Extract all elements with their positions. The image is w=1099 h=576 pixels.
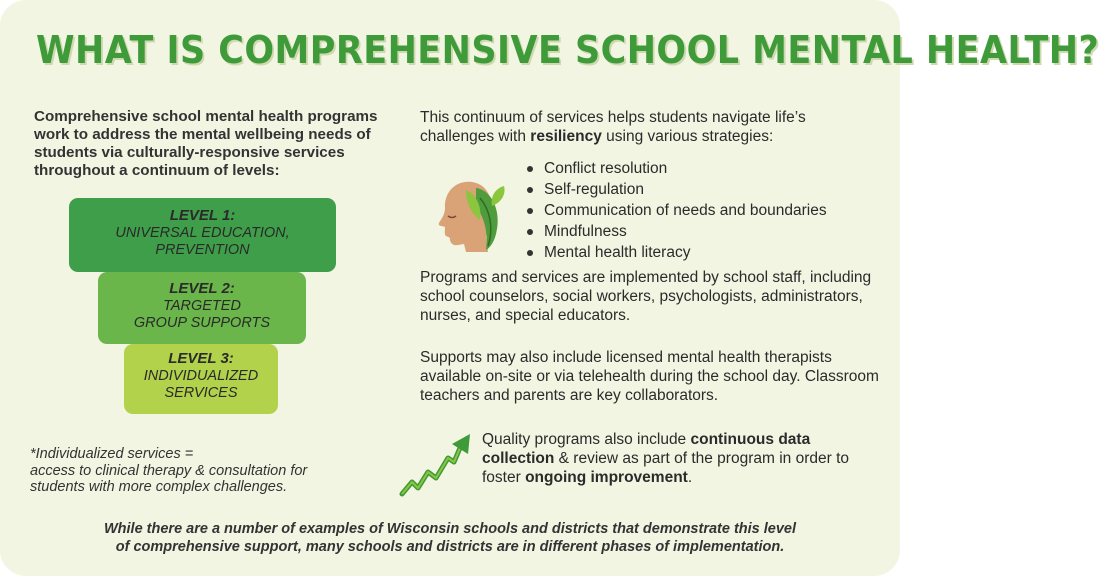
level-1-title: LEVEL 1: <box>169 207 236 224</box>
level-3-line-1: INDIVIDUALIZED <box>143 367 259 384</box>
level-2-line-1: TARGETED <box>163 297 241 314</box>
list-item: Communication of needs and boundaries <box>524 200 827 221</box>
list-item: Mental health literacy <box>524 242 827 263</box>
footnote-line-3: students with more complex challenges. <box>30 479 288 495</box>
quality-text-3: . <box>687 469 693 486</box>
list-item: Mindfulness <box>524 221 827 242</box>
level-2-box <box>98 272 306 344</box>
quality-text-2: & review as part of the program in order to foster <box>482 450 849 486</box>
level-3-box <box>124 344 278 414</box>
footnote-line-2: access to clinical therapy & consultation for <box>30 462 308 479</box>
growth-arrow-icon <box>400 430 478 498</box>
page-title: WHAT IS COMPREHENSIVE SCHOOL MENTAL HEALTH? <box>36 28 1099 72</box>
quality-bold-2: ongoing improvement <box>525 469 688 486</box>
level-3-line-2: SERVICES <box>164 385 238 401</box>
footnote <box>30 446 390 496</box>
closing-statement <box>40 520 860 556</box>
quality-paragraph <box>482 430 882 487</box>
head-with-leaves-icon <box>436 176 506 252</box>
supports-paragraph: Supports may also include licensed mental health therapists available on-site or via telehealth during the school day. Classroom teachers and parents are key collaborators. <box>420 349 879 404</box>
level-2-line-2: GROUP SUPPORTS <box>133 315 271 331</box>
intro-text: Comprehensive school mental health programs work to address the mental wellbeing needs of students via culturally-responsive services throughout a continuum of levels: <box>34 108 378 179</box>
continuum-text-before: This continuum of services helps students navigate life’s challenges with <box>420 109 806 145</box>
list-item: Self-regulation <box>524 179 827 200</box>
level-1-box <box>69 198 336 272</box>
level-2-title: LEVEL 2: <box>169 280 235 297</box>
continuum-text <box>420 108 880 146</box>
list-item: Conflict resolution <box>524 158 827 179</box>
level-1-line-1: UNIVERSAL EDUCATION, <box>115 224 290 241</box>
level-3-title: LEVEL 3: <box>168 350 234 367</box>
staff-paragraph: Programs and services are implemented by school staff, including school counselors, social workers, psychologists, administrators, nurses, and special educators. <box>420 269 872 324</box>
continuum-text-after: using various strategies: <box>601 128 774 145</box>
closing-line-2: of comprehensive support, many schools and districts are in different phases of implementation. <box>115 539 785 555</box>
quality-text-1: Quality programs also include <box>482 431 691 448</box>
closing-line-1: While there are a number of examples of Wisconsin schools and districts that demonstrate this level <box>103 521 796 537</box>
strategies-list <box>524 158 827 263</box>
continuum-text-bold: resiliency <box>530 128 602 145</box>
footnote-line-1: *Individualized services = <box>30 446 194 462</box>
level-1-line-2: PREVENTION <box>155 242 250 258</box>
quality-bold-1: continuous data collection <box>482 431 811 467</box>
